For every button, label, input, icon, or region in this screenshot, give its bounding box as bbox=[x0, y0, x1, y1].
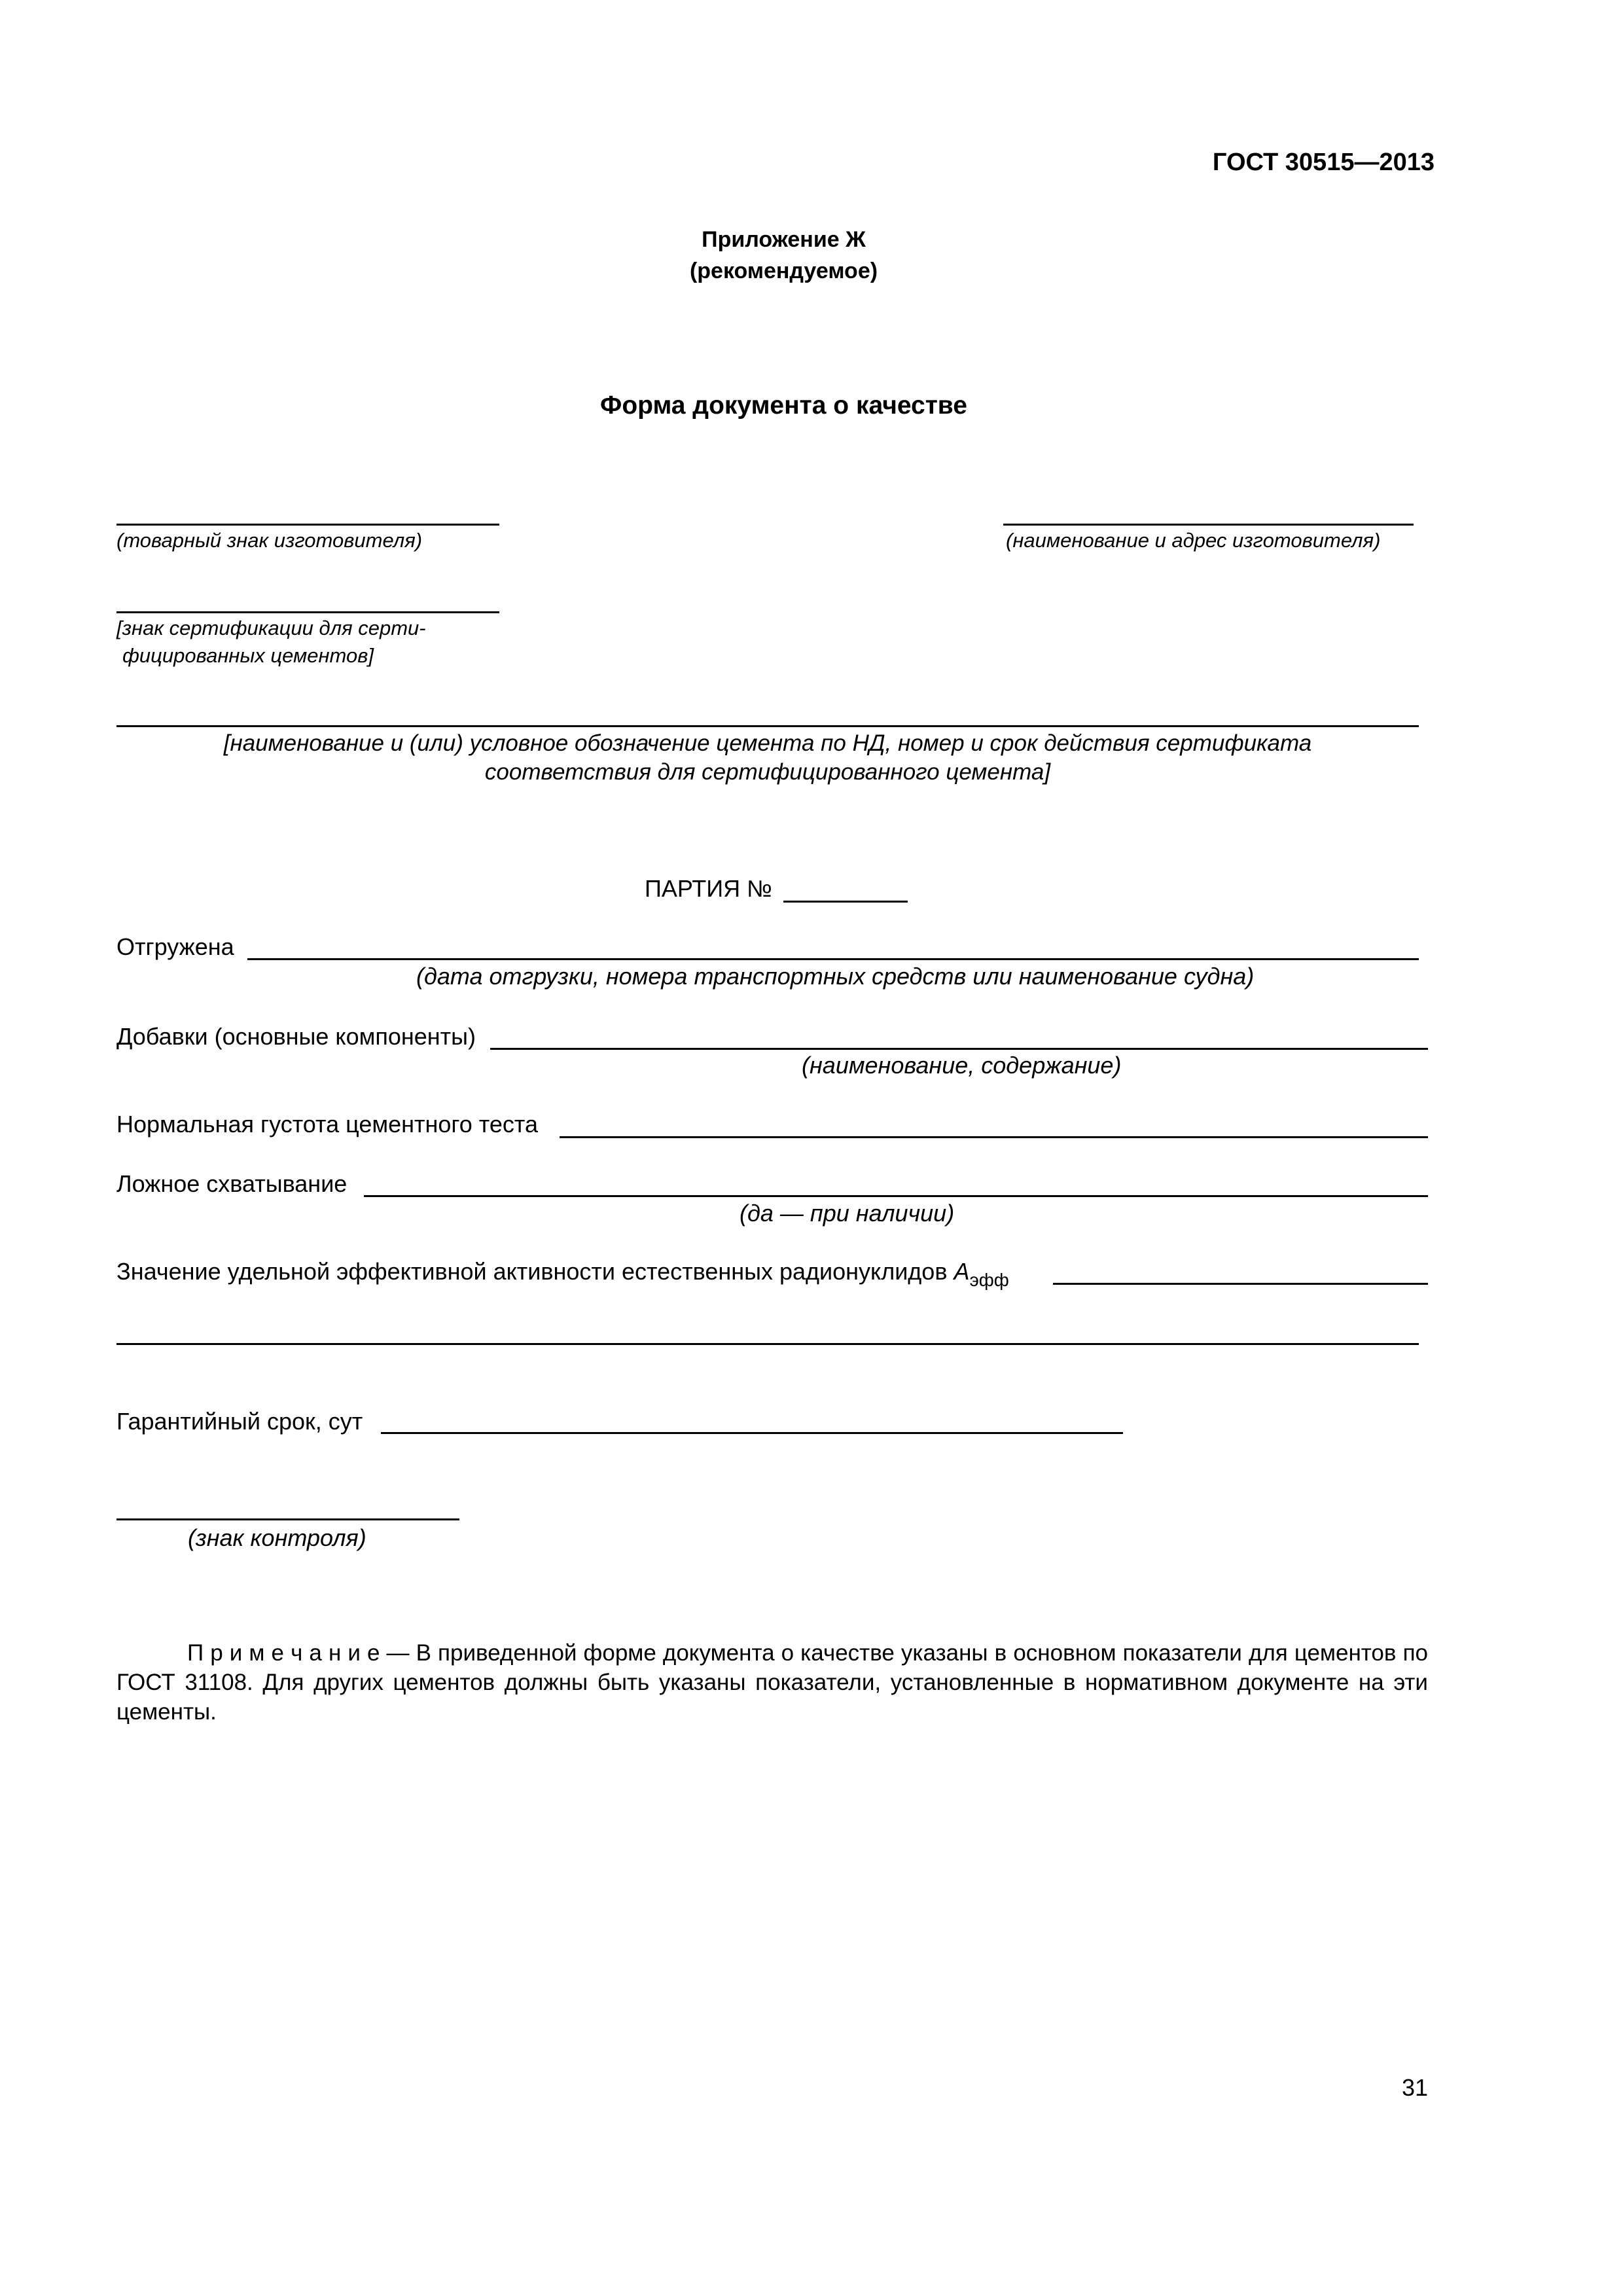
annex-status: (рекомендуемое) bbox=[689, 259, 878, 283]
radionuclide-symbol: А bbox=[954, 1258, 970, 1285]
radionuclide-field[interactable] bbox=[1053, 1283, 1428, 1285]
radionuclide-subscript: эфф bbox=[969, 1270, 1009, 1290]
standard-number: ГОСТ 30515—2013 bbox=[1212, 149, 1435, 176]
cement-caption-line2: соответствия для сертифицированного цемента] bbox=[484, 759, 1051, 785]
false-set-hint: (да — при наличии) bbox=[740, 1200, 955, 1227]
radionuclide-label-text: Значение удельной эффективной активности естественных радионуклидов bbox=[116, 1258, 954, 1285]
control-mark-line bbox=[116, 1518, 459, 1520]
note-paragraph bbox=[116, 1638, 1428, 1727]
shipped-label: Отгружена bbox=[116, 933, 234, 960]
form-title: Форма документа о качестве bbox=[600, 391, 967, 420]
annex-title: Приложение Ж bbox=[702, 227, 866, 252]
cement-caption-line1: [наименование и (или) условное обозначение цемента по НД, номер и срок действия сертификата bbox=[223, 730, 1312, 756]
additives-label: Добавки (основные компоненты) bbox=[116, 1023, 476, 1050]
note-text: — В приведенной форме документа о качестве указаны в основном показатели для цементов по ГОСТ 31108. Для других цементов должны быть указаны показатели, установленные в нормативном документе на эти цементы. bbox=[116, 1640, 1428, 1725]
consistency-label: Нормальная густота цементного теста bbox=[116, 1111, 538, 1138]
batch-label: ПАРТИЯ № bbox=[645, 875, 772, 902]
certification-caption-line1: [знак сертификации для серти- bbox=[116, 617, 426, 639]
warranty-field[interactable] bbox=[381, 1432, 1123, 1434]
trademark-caption: (товарный знак изготовителя) bbox=[116, 529, 423, 552]
additives-hint: (наименование, содержание) bbox=[802, 1052, 1122, 1079]
manufacturer-caption: (наименование и адрес изготовителя) bbox=[1006, 529, 1381, 552]
page-number: 31 bbox=[1401, 2074, 1428, 2101]
certification-line bbox=[116, 611, 499, 613]
cement-designation-line bbox=[116, 725, 1419, 727]
consistency-field[interactable] bbox=[560, 1136, 1428, 1138]
certification-caption-line2: фицированных цементов] bbox=[122, 644, 374, 667]
control-hint: (знак контроля) bbox=[188, 1524, 366, 1551]
shipped-field[interactable] bbox=[247, 958, 1419, 960]
false-set-label: Ложное схватывание bbox=[116, 1170, 348, 1197]
radionuclide-field-continued[interactable] bbox=[116, 1343, 1419, 1345]
false-set-field[interactable] bbox=[364, 1195, 1428, 1197]
note-prefix: П р и м е ч а н и е bbox=[187, 1640, 380, 1666]
trademark-line bbox=[116, 524, 499, 526]
batch-number-field[interactable] bbox=[783, 901, 908, 903]
manufacturer-line bbox=[1003, 524, 1414, 526]
shipped-hint: (дата отгрузки, номера транспортных средств или наименование судна) bbox=[416, 963, 1255, 990]
radionuclide-label bbox=[116, 1257, 1009, 1295]
additives-field[interactable] bbox=[490, 1048, 1428, 1050]
warranty-label: Гарантийный срок, сут bbox=[116, 1408, 363, 1435]
